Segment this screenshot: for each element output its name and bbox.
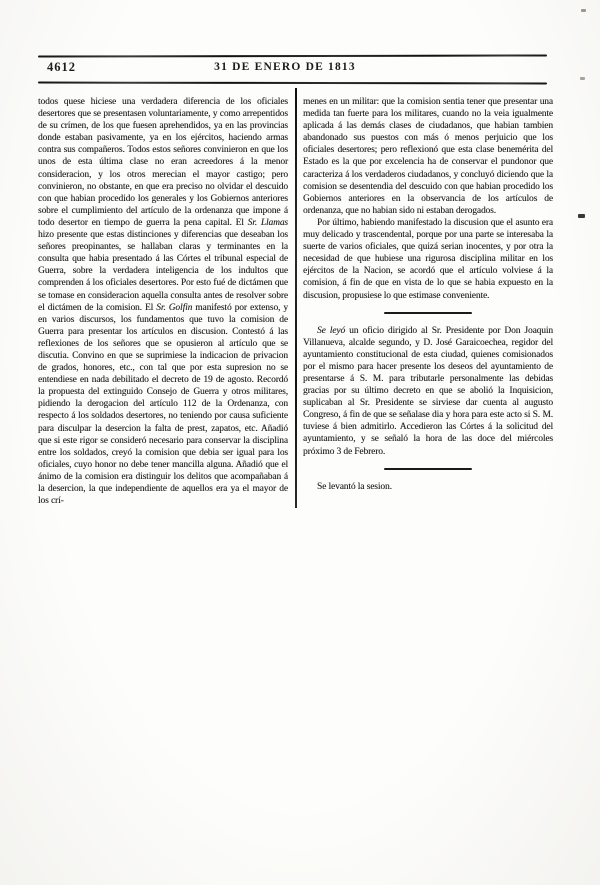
column-gap: [288, 96, 303, 507]
paragraph: [303, 96, 553, 217]
text-segment: menes en un militar: que la comision sentia tener que presentar una medida tan fuerte para los militares, cuando no la veia igualmente aplicada á las demás clases de ciudadanos, que habian tambien abandonado sus puestos con más ó menos perjuicio que los oficiales desertores; pero reflexionó que esta clase benemérita del Estado es la que por excelencia ha de conservar el pundonor que caracteriza á los verdaderos ciudadanos, y concluyó diciendo que la comision se desentendia del descuido con que habian procedido los Gobiernos anteriores en la observancia de los artículos de ordenanza, que no habian sido ni estaban derogados.: [303, 97, 553, 216]
scan-speck: [580, 77, 585, 80]
text-segment: Sr. Golfin: [156, 302, 193, 313]
text-segment: hizo presente que estas distinciones y diferencias que deseaban los señores preopinantes, se hallaban claras y terminantes en la consulta que habia presentado á las Córtes el tribunal especial de Guerra, sobre la verdadera inteligencia de los indultos que comprenden á los oficiales desertores. Por esto fué de dictámen que se tomase en consideracion aquella consulta antes de resolver sobre el dictámen de la comision. El: [38, 230, 288, 313]
text-segment: Sr. Llamas: [247, 217, 289, 228]
text-segment: Por último, habiendo manifestado la discusion que el asunto era muy delicado y trascendental, porque por una parte se interesaba la suerte de varios oficiales, que quizá serian inocentes, y por otra la necesidad de que hubiese una rigurosa disciplina militar en los ejércitos de la Nacion, se acordó que el artículo volviese á la comision, á fin de que en vista de lo que se habia expuesto en la discusion, propusiese lo que estimase conveniente.: [303, 217, 553, 301]
text-segment: Se levantó la sesion.: [317, 481, 392, 492]
section-divider-rule: [384, 468, 472, 470]
page-content: [38, 96, 553, 507]
header-rule-top: [38, 54, 547, 57]
page-number: 4612: [47, 60, 76, 74]
date-header: 31 DE ENERO DE 1813: [214, 61, 356, 73]
left-column: [38, 96, 288, 507]
header-rule-bottom: [38, 82, 547, 85]
text-segment: un oficio dirigido al Sr. Presidente por Don Joaquin Villanueva, alcalde segundo, y D. José Garaicoechea, regidor del ayuntamiento constitucional de esta ciudad, quienes comisionados por el mismo para hacer presente los deseos del ayuntamiento de presentarse á S. M. para tributarle personalmente las debidas gracias por su último decreto en que se abolió la Inquisicion, suplicaban al Sr. Presidente se sirviese dar cuenta al augusto Congreso, á fin de que se señalase dia y hora para este acto si S. M. tuviese á bien admitirlo. Accedieron las Córtes á la solicitud del ayuntamiento, y se señaló la hora de las doce del miércoles próximo 3 de Febrero.: [303, 325, 554, 457]
paragraph: [38, 96, 288, 507]
text-segment: todos quese hiciese una verdadera diferencia de los oficiales desertores que se presentasen voluntariamente, y como arrepentidos de su crímen, de los que fuesen aprehendidos, ya en las provincias donde estaban pasivamente, ya en los ejércitos, haciendo armas contra sus compañeros. Todos estos señores convinieron en que los unos de esta última clase no eran acreedores á la menor consideracion, y los otros merecian el mayor castigo; pero convinieron, no obstante, en que era preciso no olvidar el descuido con que habian procedido los generales y los Gobiernos anteriores sobre el cumplimiento del artículo de la ordenanza que impone á todo desertor en tiempo de guerra la pena capital. El: [38, 97, 288, 228]
scan-speck: [578, 214, 585, 218]
paragraph: [303, 325, 553, 458]
right-column: [303, 96, 553, 507]
paragraph: [303, 217, 553, 302]
scan-speck: [581, 9, 586, 12]
text-segment: manifestó por extenso, y en varios discursos, los fundamentos que tuvo la comision de Guerra para presentar los artículos en discusion. Contestó á las reflexiones de los señores que se opusieron al artículo que se discutia. Convino en que se suprimiese la indicacion de privacion de grados, honores, etc., con tal que por esta supresion no se entendiese en nada debilitado el decreto de 19 de agosto. Recordó la propuesta del extinguido Consejo de Guerra y otros militares, pidiendo la derogacion del artículo 112 de la Ordenanza, con respecto á los soldados desertores, no teniendo por causa suficiente para disculpar la desercion la falta de prest, zapatos, etc. Añadió que si este rigor se consideró necesario para conservar la disciplina entre los soldados, creyó la comision que debia ser igual para los oficiales, cuyo honor no debe tener mancilla alguna. Añadió que el ánimo de la comision era distinguir los delitos que acompañaban á la desercion, la que independiente de aquellos era ya el mayor de los crí-: [38, 302, 289, 507]
section-divider-rule: [384, 312, 472, 314]
paragraph: [303, 481, 553, 493]
text-segment: Se leyó: [317, 325, 346, 336]
